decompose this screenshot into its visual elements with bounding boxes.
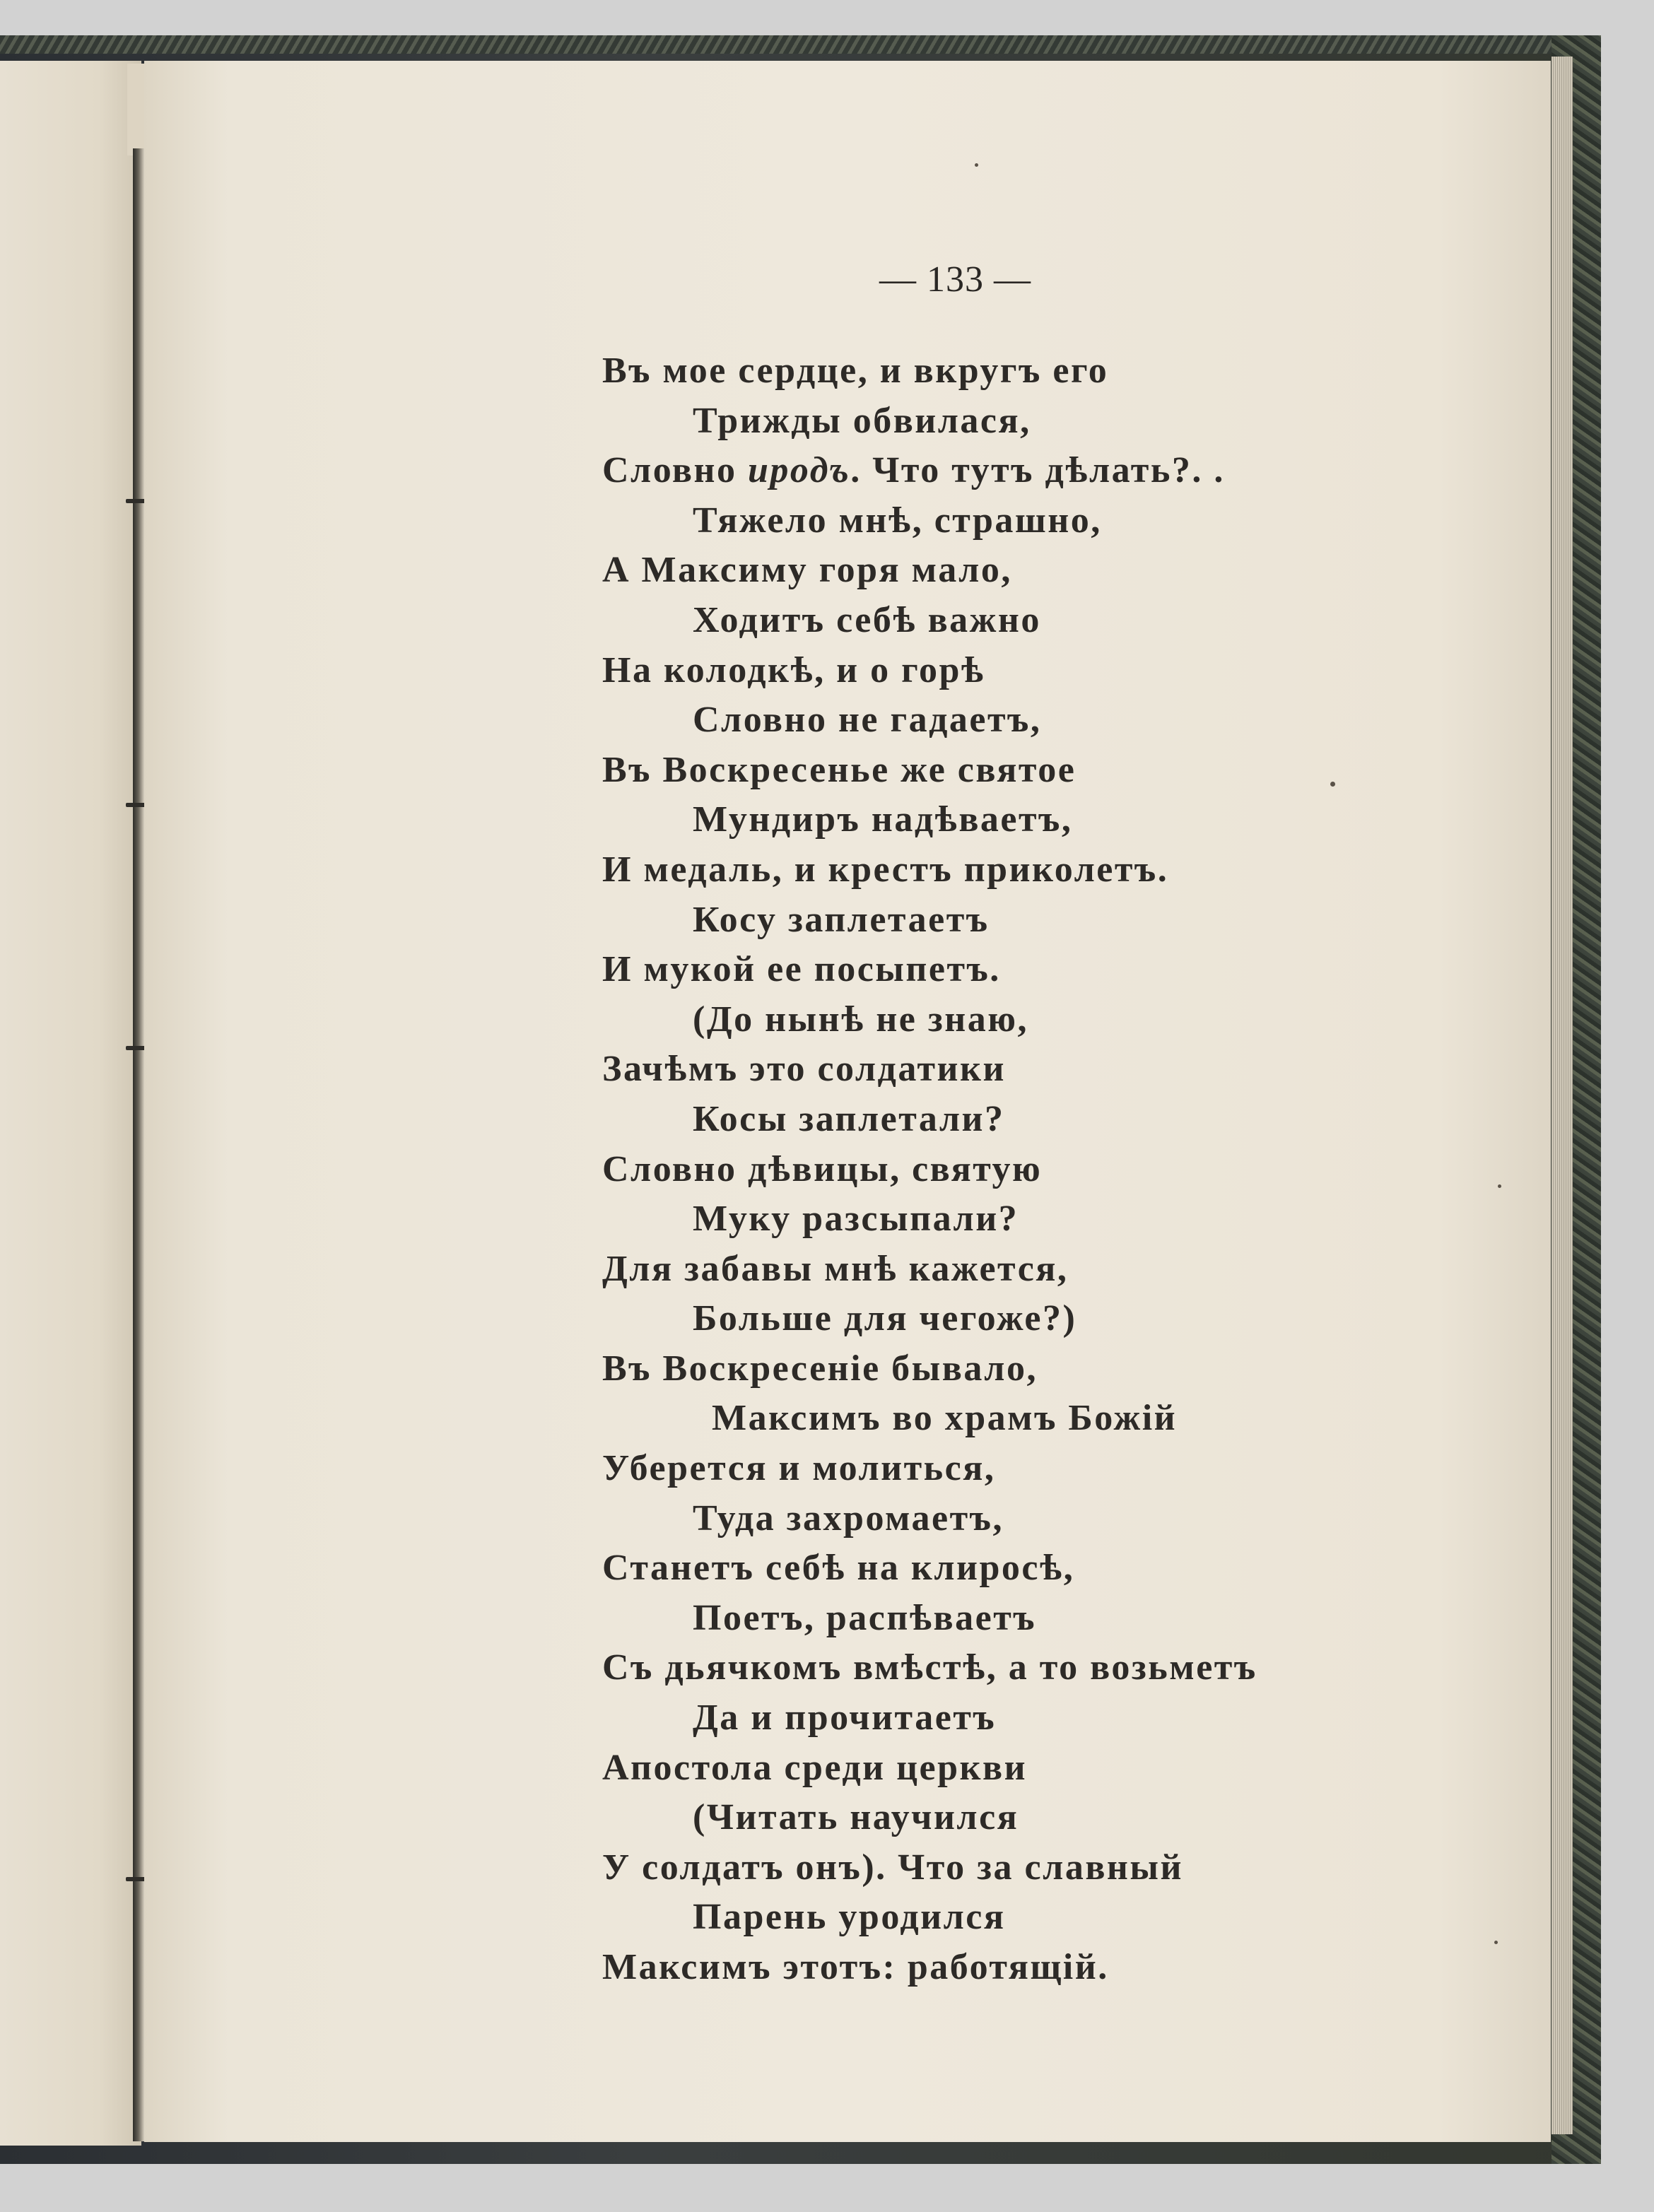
poem-line bbox=[602, 446, 1401, 496]
book-gutter bbox=[133, 148, 144, 2141]
poem-line: Съ дьячкомъ вмѣстѣ, а то возьметъ bbox=[602, 1647, 1257, 1688]
poem-line: Станетъ себѣ на клиросѣ, bbox=[602, 1548, 1075, 1589]
poem-line: Въ Воскресенье же святое bbox=[602, 749, 1077, 790]
poem-line: Трижды обвилася, bbox=[693, 400, 1031, 441]
poem-line: Максимъ этотъ: работящій. bbox=[602, 1947, 1109, 1987]
poem-line: И мукой ее посыпетъ. bbox=[602, 949, 1001, 990]
cover-edge-top bbox=[0, 35, 1601, 54]
poem-line: Зачѣмъ это солдатики bbox=[602, 1049, 1006, 1090]
poem-line: (Читать научился bbox=[693, 1797, 1019, 1838]
page-edges bbox=[1552, 57, 1573, 2134]
poem-line: Поетъ, распѣваетъ bbox=[693, 1597, 1037, 1638]
poem-line: Ходитъ себѣ важно bbox=[693, 599, 1041, 640]
poem-line: Парень уродился bbox=[693, 1897, 1006, 1938]
poem-line: Косы заплетали? bbox=[693, 1098, 1005, 1139]
book-scan bbox=[0, 35, 1601, 2164]
paper-speck bbox=[975, 163, 978, 167]
poem-line: Уберется и молиться, bbox=[602, 1448, 996, 1489]
poem-line: И медаль, и крестъ приколетъ. bbox=[602, 849, 1169, 890]
page-number: — 133 — bbox=[879, 259, 1031, 300]
poem-line: Туда захромаетъ, bbox=[693, 1498, 1004, 1539]
poem-line: На колодкѣ, и о горѣ bbox=[602, 649, 985, 690]
poem-line: Муку разсыпали? bbox=[693, 1199, 1019, 1240]
poem-line: Да и прочитаетъ bbox=[693, 1698, 997, 1739]
poem-text bbox=[602, 346, 1401, 1993]
poem-line: Больше для чегоже?) bbox=[693, 1298, 1077, 1339]
book-page bbox=[144, 61, 1551, 2142]
poem-line: Максимъ во храмъ Божій bbox=[712, 1398, 1178, 1439]
poem-line: Словно не гадаетъ, bbox=[693, 700, 1042, 741]
poem-line: Апостола среди церкви bbox=[602, 1747, 1028, 1788]
paper-speck bbox=[1494, 1941, 1498, 1944]
poem-line: Тяжело мнѣ, страшно, bbox=[693, 500, 1102, 541]
poem-line: Косу заплетаетъ bbox=[693, 899, 990, 940]
poem-line: А Максиму горя мало, bbox=[602, 550, 1012, 591]
poem-line-end: . Что тутъ дѣлать?. . bbox=[850, 450, 1225, 491]
poem-line-emphasis: иродъ bbox=[747, 450, 851, 491]
paper-speck bbox=[1498, 1184, 1501, 1188]
poem-line: Для забавы мнѣ кажется, bbox=[602, 1248, 1069, 1289]
poem-line: (До нынѣ не знаю, bbox=[693, 999, 1028, 1040]
left-page bbox=[0, 61, 141, 2146]
paper-speck bbox=[1330, 782, 1335, 787]
poem-line: У солдатъ онъ). Что за славный bbox=[602, 1847, 1183, 1888]
poem-line: Словно дѣвицы, святую bbox=[602, 1148, 1043, 1189]
poem-line: Въ Воскресеніе бывало, bbox=[602, 1348, 1038, 1389]
poem-line: Мундиръ надѣваетъ, bbox=[693, 799, 1073, 840]
poem-line: Въ мое сердце, и вкругъ его bbox=[602, 351, 1109, 391]
poem-line-start: Словно bbox=[602, 450, 748, 491]
